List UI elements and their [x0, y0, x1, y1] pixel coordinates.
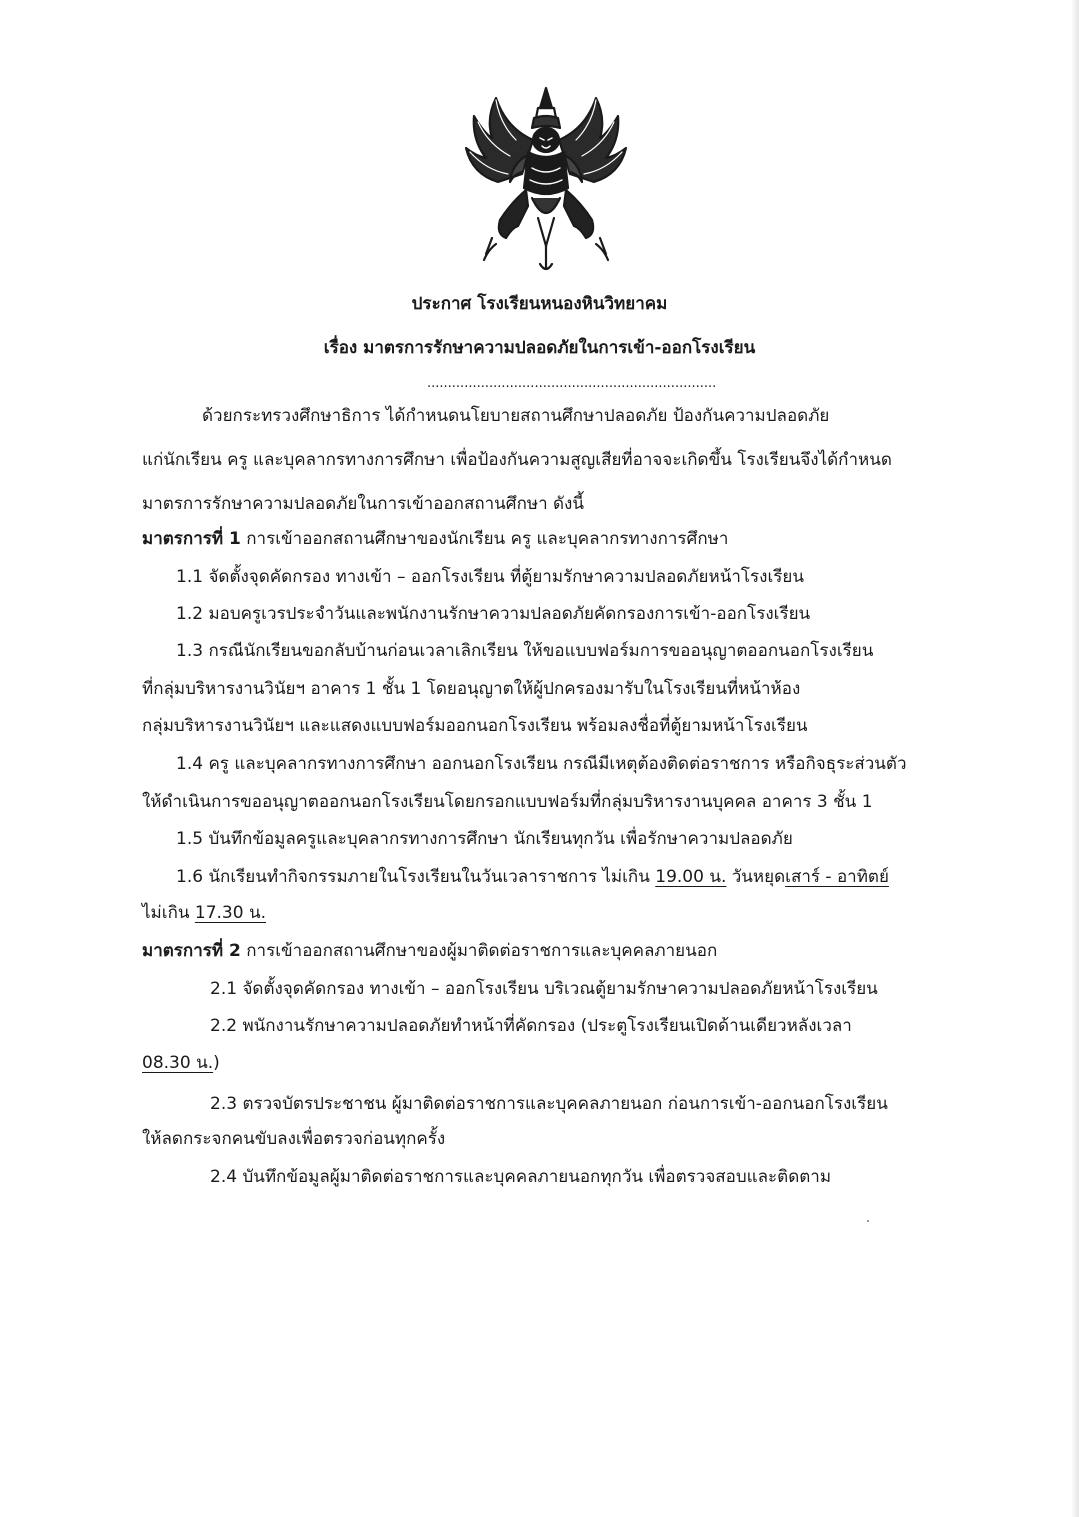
- measure-1-label: มาตรการที่ 1: [142, 529, 241, 549]
- item-1-4-line-1: 1.4 ครู และบุคลากรทางการศึกษา ออกนอกโรงเรียน กรณีมีเหตุต้องติดต่อราชการ หรือกิจธุระส่วนตัว: [176, 754, 907, 774]
- item-1-3-line-1: 1.3 กรณีนักเรียนขอกลับบ้านก่อนเวลาเลิกเรียน ให้ขอแบบฟอร์มการขออนุญาตออกนอกโรงเรียน: [176, 641, 874, 661]
- announcement-title: ประกาศ โรงเรียนหนองหินวิทยาคม: [411, 294, 668, 314]
- item-2-3-line-1: 2.3 ตรวจบัตรประชาชน ผู้มาติดต่อราชการและบุคคลภายนอก ก่อนการเข้า-ออกนอกโรงเรียน: [210, 1094, 888, 1114]
- measure-2-heading: [142, 940, 717, 962]
- item-1-5: 1.5 บันทึกข้อมูลครูและบุคลากรทางการศึกษา นักเรียนทุกวัน เพื่อรักษาความปลอดภัย: [176, 829, 793, 849]
- measure-2-text: การเข้าออกสถานศึกษาของผู้มาติดต่อราชการและบุคคลภายนอก: [246, 941, 718, 961]
- item-1-6-line-2: [142, 902, 266, 924]
- item-1-3-line-2: ที่กลุ่มบริหารงานวินัยฯ อาคาร 1 ชั้น 1 โดยอนุญาตให้ผู้ปกครองมารับในโรงเรียนที่หน้าห้อง: [142, 679, 801, 699]
- item-1-6-line-1: [176, 866, 889, 888]
- item-1-3-line-3: กลุ่มบริหารงานวินัยฯ และแสดงแบบฟอร์มออกนอกโรงเรียน พร้อมลงชื่อที่ตู้ยามหน้าโรงเรียน: [142, 716, 808, 736]
- announcement-subject: เรื่อง มาตรการรักษาความปลอดภัยในการเข้า-ออกโรงเรียน: [323, 338, 756, 358]
- separator-dots: ......................................................................: [427, 376, 717, 391]
- item-1-6-weekend-time: 17.30 น.: [194, 903, 266, 923]
- item-2-2-time: 08.30 น.: [142, 1053, 214, 1073]
- measure-1-text: การเข้าออกสถานศึกษาของนักเรียน ครู และบุคลากรทางการศึกษา: [246, 529, 729, 549]
- item-1-6-weekday-time: 19.00 น.: [655, 867, 727, 887]
- item-2-2-line-2: [142, 1052, 220, 1074]
- intro-line-1: ด้วยกระทรวงศึกษาธิการ ได้กำหนดนโยบายสถานศึกษาปลอดภัย ป้องกันความปลอดภัย: [202, 406, 830, 426]
- item-1-6-text-b: วันหยุด: [726, 867, 786, 887]
- garuda-emblem-icon: [456, 78, 636, 274]
- paper-speck: [867, 1220, 869, 1222]
- item-2-2-close: ): [213, 1053, 220, 1073]
- item-2-3-line-2: ให้ลดกระจกคนขับลงเพื่อตรวจก่อนทุกครั้ง: [142, 1129, 446, 1149]
- item-1-4-line-2: ให้ดำเนินการขออนุญาตออกนอกโรงเรียนโดยกรอกแบบฟอร์มที่กลุ่มบริหารงานบุคคล อาคาร 3 ชั้น 1: [142, 792, 873, 812]
- item-1-2: 1.2 มอบครูเวรประจำวันและพนักงานรักษาความปลอดภัยคัดกรองการเข้า-ออกโรงเรียน: [176, 604, 811, 624]
- item-1-6-text-c: ไม่เกิน: [142, 903, 195, 923]
- item-2-2-line-1: 2.2 พนักงานรักษาความปลอดภัยทำหน้าที่คัดกรอง (ประตูโรงเรียนเปิดด้านเดียวหลังเวลา: [210, 1016, 852, 1036]
- item-1-1: 1.1 จัดตั้งจุดคัดกรอง ทางเข้า – ออกโรงเรียน ที่ตู้ยามรักษาความปลอดภัยหน้าโรงเรียน: [176, 567, 804, 587]
- measure-1-heading: [142, 528, 728, 550]
- item-1-6-text-a: 1.6 นักเรียนทำกิจกรรมภายในโรงเรียนในวันเวลาราชการ ไม่เกิน: [176, 867, 656, 887]
- intro-line-2: แก่นักเรียน ครู และบุคลากรทางการศึกษา เพื่อป้องกันความสูญเสียที่อาจจะเกิดขึ้น โรงเรียนจึงได้กำหนด: [142, 450, 892, 470]
- item-2-1: 2.1 จัดตั้งจุดคัดกรอง ทางเข้า – ออกโรงเรียน บริเวณตู้ยามรักษาความปลอดภัยหน้าโรงเรียน: [210, 979, 878, 999]
- item-2-4: 2.4 บันทึกข้อมูลผู้มาติดต่อราชการและบุคคลภายนอกทุกวัน เพื่อตรวจสอบและติดตาม: [210, 1167, 832, 1187]
- item-1-6-weekend-days: เสาร์ - อาทิตย์: [785, 867, 889, 887]
- measure-2-label: มาตรการที่ 2: [142, 941, 241, 961]
- intro-line-3: มาตรการรักษาความปลอดภัยในการเข้าออกสถานศึกษา ดังนี้: [142, 494, 584, 514]
- page-edge-shadow: [1071, 0, 1079, 1517]
